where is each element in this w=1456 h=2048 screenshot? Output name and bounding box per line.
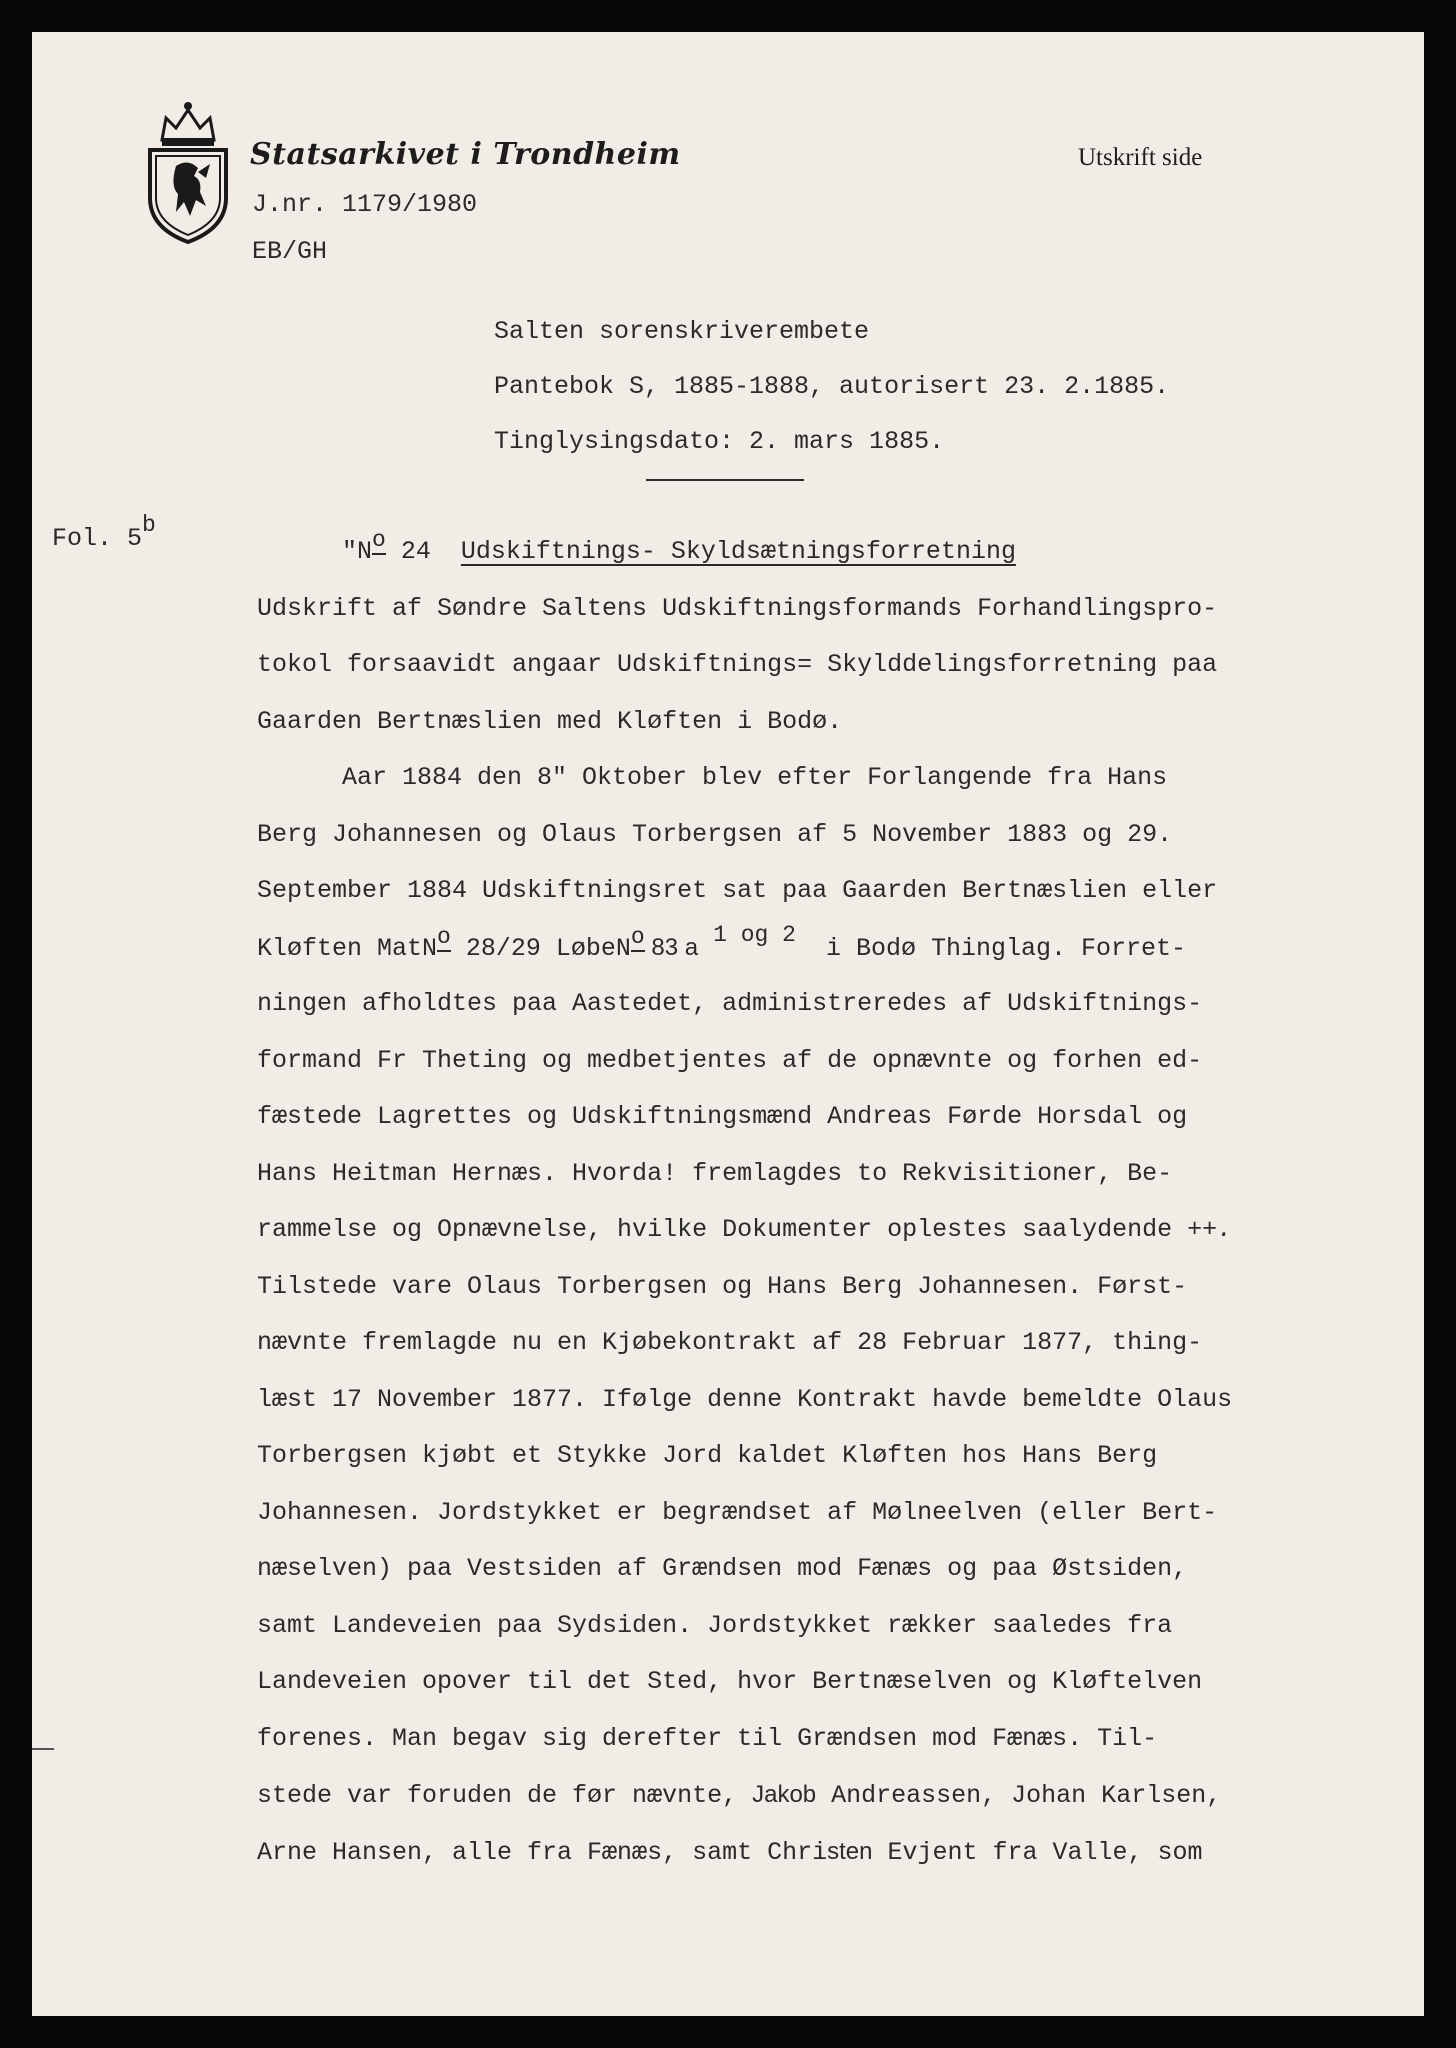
folio-superscript: b xyxy=(142,512,156,538)
text-line: Tilstede vare Olaus Torbergsen og Hans Berg Johannesen. Først- xyxy=(257,1271,1188,1301)
text-line: Hans Heitman Hernæs. Hvorda! fremlagdes to Rekvisitioner, Be- xyxy=(257,1158,1173,1188)
text-line: September 1884 Udskiftningsret sat paa Gaarden Bertnæslien eller xyxy=(257,876,1218,905)
text-line: Gaarden Bertnæslien med Kløften i Bodø. xyxy=(257,706,843,736)
text-line: nævnte fremlagde nu en Kjøbekontrakt af 28 Februar 1877, thing- xyxy=(257,1328,1203,1357)
text-line: Johannesen. Jordstykket er begrændset af Mølneelven (eller Bert- xyxy=(257,1497,1218,1527)
text-line xyxy=(257,1824,1387,1881)
register-name: Pantebok S, 1885-1888, autorisert 23. 2.1885. xyxy=(494,372,1170,401)
text-fragment: Evjent fra Valle, som xyxy=(872,1837,1203,1867)
text-fragment: sten xyxy=(827,1837,873,1865)
text-line: samt Landeveien paa Sydsiden. Jordstykket rækker saaledes fra xyxy=(257,1610,1173,1640)
text-line: forenes. Man begav sig derefter til Grændsen mod Fænæs. Til- xyxy=(257,1723,1158,1753)
text-line: fæstede Lagrettes og Udskiftningsmænd Andreas Førde Horsdal og xyxy=(257,1102,1188,1131)
clerk-initials: EB/GH xyxy=(252,237,328,266)
text-line xyxy=(257,920,1387,977)
folio-marker xyxy=(52,512,156,553)
text-line: næselven) paa Vestsiden af Grændsen mod Fænæs og paa Østsiden, xyxy=(257,1554,1188,1583)
entry-number-o: o xyxy=(630,923,645,950)
text-fragment: 28/29 LøbeN xyxy=(450,933,631,963)
text-line: formand Fr Theting og medbetjentes af de opnævnte og forhen ed- xyxy=(257,1045,1203,1075)
section-divider xyxy=(646,479,804,481)
handwritten-mark: ++. xyxy=(1187,1215,1233,1244)
institution-name: Statsarkivet i Trondheim xyxy=(250,137,681,172)
text-fragment: Arne Hansen, alle fra Fænæs, samt Chri xyxy=(257,1837,828,1867)
registration-date: Tinglysingsdato: 2. mars 1885. xyxy=(494,427,945,456)
text-fragment: Andreassen, Johan Karlsen, xyxy=(816,1781,1222,1810)
text-fragment: Jakob xyxy=(752,1781,817,1808)
entry-title: Udskiftnings- Skyldsætningsforretning xyxy=(460,537,1016,566)
journal-number: J.nr. 1179/1980 xyxy=(252,190,478,219)
text-line: tokol forsaavidt angaar Udskiftnings= Skylddelingsforretning paa xyxy=(257,650,1218,679)
entry-number: 24 xyxy=(385,537,431,566)
text-fragment: i Bodø Thinglag. Forret- xyxy=(825,933,1186,963)
document-page xyxy=(32,32,1424,2016)
transcript-body xyxy=(257,524,1387,1880)
entry-number-o: o xyxy=(437,923,451,950)
entry-number-prefix: "N xyxy=(342,537,373,566)
text-line xyxy=(257,1767,1387,1824)
text-line: Landeveien opover til det Sted, hvor Bertnæselven og Kløftelven xyxy=(257,1667,1203,1696)
entry-heading xyxy=(257,524,1387,581)
entry-number-o: o xyxy=(372,527,386,553)
text-fragment: rammelse og Opnævnelse, hvilke Dokumenter oplestes saalydende xyxy=(257,1215,1173,1244)
text-line: Torbergsen kjøbt et Stykke Jord kaldet Kløften hos Hans Berg xyxy=(257,1441,1158,1470)
text-line: læst 17 November 1877. Ifølge denne Kontrakt havde bemeldte Olaus xyxy=(257,1384,1233,1414)
margin-mark xyxy=(32,1748,54,1750)
text-line: Aar 1884 den 8" Oktober blev efter Forlangende fra Hans xyxy=(342,763,1168,792)
text-fragment: Kløften MatN xyxy=(257,933,438,963)
text-line: Udskrift af Søndre Saltens Udskiftningsformands Forhandlingspro- xyxy=(257,593,1218,623)
record-meta xyxy=(494,304,1169,469)
folio-label: Fol. 5 xyxy=(52,524,143,553)
text-line xyxy=(257,1202,1387,1259)
superscript-fragment: 1 og 2 xyxy=(713,921,796,948)
text-fragment: 83 a xyxy=(644,933,699,961)
text-line: Berg Johannesen og Olaus Torbergsen af 5 November 1883 og 29. xyxy=(257,819,1173,849)
text-line: ningen afholdtes paa Aastedet, administreredes af Udskiftnings- xyxy=(257,989,1203,1018)
text-fragment: stede var foruden de før nævnte, xyxy=(257,1781,753,1810)
norwegian-lion-crest-icon xyxy=(140,96,236,246)
utskrift-side-label: Utskrift side xyxy=(1078,144,1203,171)
office-name: Salten sorenskriverembete xyxy=(494,317,870,346)
